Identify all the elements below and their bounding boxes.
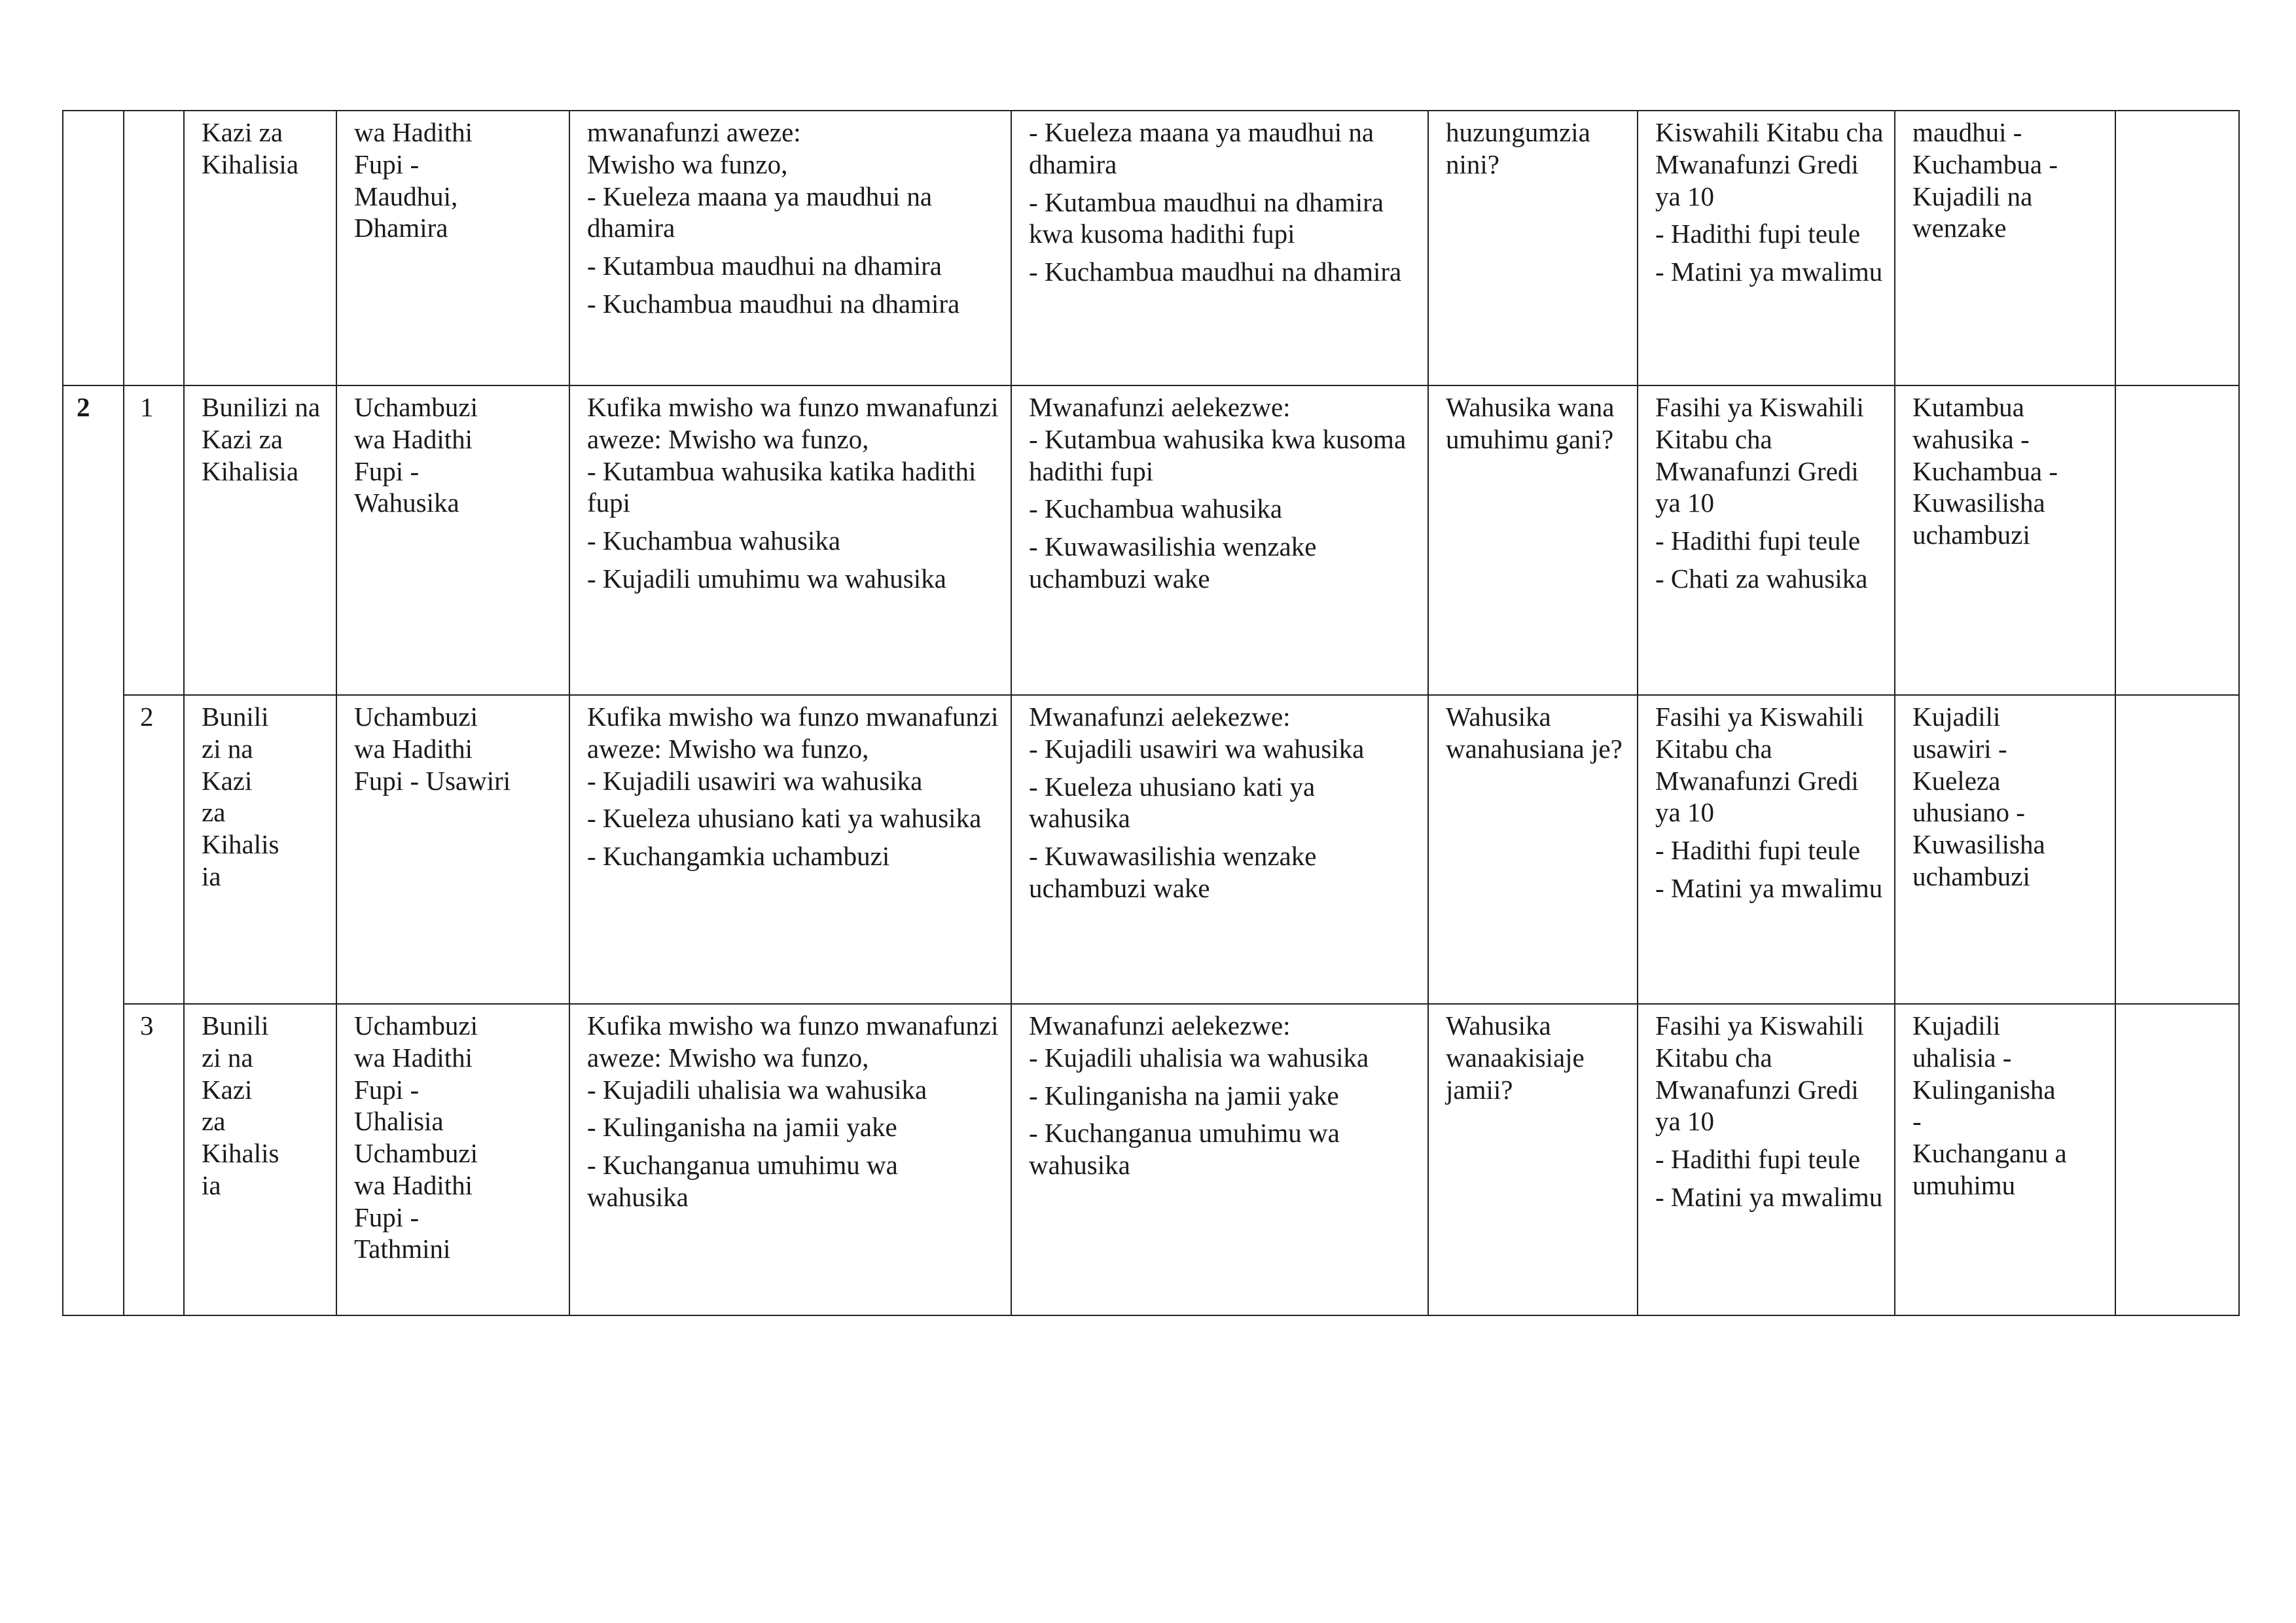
assessment-cell-line: Kulinganisha	[1912, 1074, 2056, 1105]
substrand-cell-line: wa Hadithi	[354, 1042, 473, 1073]
assessment-cell	[1895, 695, 2115, 1004]
assessment-cell-line: -	[1912, 1106, 1922, 1137]
substrand-cell-line: Uchambuzi	[354, 392, 478, 422]
assessment-cell-line: maudhui -	[1912, 117, 2022, 147]
experiences-cell-item: - Kuchambua maudhui na dhamira	[1029, 257, 1402, 287]
assessment-cell-line: Kujadili	[1912, 702, 2001, 732]
assessment-cell-line: wenzake	[1912, 213, 2007, 243]
outcomes-cell-item: - Kujadili uhalisia wa wahusika	[587, 1074, 927, 1105]
strand-cell-line: Bunili	[202, 702, 269, 732]
experiences-cell-item: - Kueleza maana ya maudhui na dhamira	[1029, 117, 1374, 179]
outcomes-cell-intro: Kufika mwisho wa funzo mwanafunzi aweze: Mwisho wa funzo,	[587, 702, 999, 764]
experiences-cell-item: - Kujadili usawiri wa wahusika	[1029, 733, 1365, 764]
table-row	[63, 111, 2239, 385]
assessment-cell-line: Kujadili na	[1912, 181, 2033, 211]
inquiry-question-cell: huzungumzia nini?	[1428, 111, 1638, 385]
assessment-cell-line: Kuwasilisha	[1912, 829, 2045, 860]
substrand-cell-line: Uhalisia	[354, 1106, 444, 1137]
assessment-cell-line: Kuchanganu a	[1912, 1138, 2067, 1169]
strand-cell-line: Kihalisia	[202, 149, 299, 179]
table-row	[63, 695, 2239, 1004]
experiences-cell	[1011, 695, 1428, 1004]
resources-cell-item: - Chati za wahusika	[1655, 563, 1868, 594]
substrand-cell-line: Fupi -	[354, 149, 420, 179]
substrand-cell-line: Fupi -	[354, 1202, 420, 1232]
strand-cell-line: Kazi za	[202, 423, 283, 454]
substrand-cell-line: wa Hadithi	[354, 733, 473, 764]
strand-cell-line: zi na	[202, 733, 253, 764]
outcomes-cell-intro: Kufika mwisho wa funzo mwanafunzi aweze: Mwisho wa funzo,	[587, 392, 999, 454]
substrand-cell-line: Maudhui,	[354, 181, 458, 211]
strand-cell-line: Kazi	[202, 1074, 253, 1105]
resources-cell-item: - Matini ya mwalimu	[1655, 1181, 1883, 1212]
outcomes-cell-intro: mwanafunzi aweze:	[587, 117, 801, 147]
resources-cell-item: - Hadithi fupi teule	[1655, 526, 1861, 556]
substrand-cell	[336, 695, 569, 1004]
experiences-cell-item: - Kuwawasilishia wenzake uchambuzi wake	[1029, 841, 1317, 903]
outcomes-cell	[569, 695, 1011, 1004]
outcomes-cell	[569, 1004, 1011, 1315]
resources-cell	[1638, 111, 1895, 385]
assessment-cell-line: wahusika -	[1912, 423, 2030, 454]
remarks-cell	[2115, 1004, 2239, 1315]
substrand-cell-line: wa Hadithi	[354, 117, 473, 147]
resources-cell-item: - Hadithi fupi teule	[1655, 1144, 1861, 1175]
strand-cell	[184, 385, 336, 695]
outcomes-cell-item: - Kutambua wahusika katika hadithi fupi	[587, 455, 977, 518]
resources-cell-item: Fasihi ya Kiswahili Kitabu cha Mwanafunzi Gredi ya 10	[1655, 702, 1864, 828]
assessment-cell-line: Kuchambua -	[1912, 149, 2058, 179]
strand-cell-line: za	[202, 1106, 226, 1137]
lesson-cell: 1	[124, 385, 184, 695]
strand-cell-line: Kazi	[202, 765, 253, 796]
substrand-cell-line: Wahusika	[354, 488, 459, 518]
lesson-cell	[124, 111, 184, 385]
resources-cell-item: - Matini ya mwalimu	[1655, 872, 1883, 903]
substrand-cell	[336, 111, 569, 385]
assessment-cell-line: Kuwasilisha	[1912, 488, 2045, 518]
assessment-cell-line: uhusiano -	[1912, 797, 2025, 828]
resources-cell	[1638, 385, 1895, 695]
week-cell: 2	[63, 385, 124, 1315]
outcomes-cell	[569, 111, 1011, 385]
substrand-cell-line: Dhamira	[354, 213, 448, 243]
resources-cell-item: - Hadithi fupi teule	[1655, 219, 1861, 249]
substrand-cell-line: wa Hadithi	[354, 1169, 473, 1200]
substrand-cell-line: Fupi - Usawiri	[354, 765, 511, 796]
strand-cell-line: za	[202, 797, 226, 828]
outcomes-cell-item: - Kulinganisha na jamii yake	[587, 1112, 897, 1143]
experiences-cell	[1011, 385, 1428, 695]
outcomes-cell-item: - Kutambua maudhui na dhamira	[587, 251, 942, 281]
strand-cell	[184, 1004, 336, 1315]
outcomes-cell-item: - Kueleza uhusiano kati ya wahusika	[587, 803, 982, 834]
scheme-table-body	[63, 111, 2239, 1315]
assessment-cell-line: uhalisia -	[1912, 1042, 2012, 1073]
outcomes-cell-item: - Kujadili usawiri wa wahusika	[587, 765, 923, 796]
assessment-cell-line: uchambuzi	[1912, 861, 2030, 891]
lesson-cell: 3	[124, 1004, 184, 1315]
assessment-cell-line: Kuchambua -	[1912, 455, 2058, 486]
assessment-cell	[1895, 111, 2115, 385]
substrand-cell	[336, 1004, 569, 1315]
remarks-cell	[2115, 111, 2239, 385]
strand-cell-line: Kihalisia	[202, 455, 299, 486]
remarks-cell	[2115, 385, 2239, 695]
resources-cell-item: - Hadithi fupi teule	[1655, 835, 1861, 866]
experiences-cell-item: - Kuwawasilishia wenzake uchambuzi wake	[1029, 531, 1317, 594]
scheme-of-work-table	[62, 110, 2240, 1316]
strand-cell-line: Kihalis	[202, 1138, 279, 1169]
outcomes-cell-intro: Kufika mwisho wa funzo mwanafunzi aweze: Mwisho wa funzo,	[587, 1010, 999, 1073]
resources-cell-item: Fasihi ya Kiswahili Kitabu cha Mwanafunzi Gredi ya 10	[1655, 1010, 1864, 1137]
inquiry-question-cell: Wahusika wanahusiana je?	[1428, 695, 1638, 1004]
inquiry-question-cell: Wahusika wanaakisiaje jamii?	[1428, 1004, 1638, 1315]
substrand-cell-line: Fupi -	[354, 1074, 420, 1105]
inquiry-question-cell: Wahusika wana umuhimu gani?	[1428, 385, 1638, 695]
resources-cell-item: Kiswahili Kitabu cha Mwanafunzi Gredi ya 10	[1655, 117, 1884, 211]
experiences-cell-intro: Mwanafunzi aelekezwe:	[1029, 1010, 1291, 1041]
experiences-cell-item: - Kulinganisha na jamii yake	[1029, 1080, 1339, 1111]
lesson-cell: 2	[124, 695, 184, 1004]
assessment-cell-line: Kujadili	[1912, 1010, 2001, 1041]
resources-cell	[1638, 695, 1895, 1004]
strand-cell-line: Kihalis	[202, 829, 279, 860]
experiences-cell-item: - Kujadili uhalisia wa wahusika	[1029, 1042, 1369, 1073]
strand-cell-line: Bunili	[202, 1010, 269, 1041]
strand-cell-line: ia	[202, 1169, 221, 1200]
experiences-cell-item: - Kuchambua wahusika	[1029, 493, 1283, 524]
substrand-cell-line: Fupi -	[354, 455, 420, 486]
remarks-cell	[2115, 695, 2239, 1004]
outcomes-cell-item: - Kuchanganua umuhimu wa wahusika	[587, 1150, 898, 1212]
outcomes-cell-intro: Mwisho wa funzo,	[587, 149, 788, 179]
strand-cell	[184, 111, 336, 385]
outcomes-cell-item: - Kujadili umuhimu wa wahusika	[587, 563, 946, 594]
substrand-cell-line: Tathmini	[354, 1234, 451, 1264]
assessment-cell-line: Kutambua	[1912, 392, 2024, 422]
assessment-cell-line: usawiri -	[1912, 733, 2007, 764]
strand-cell-line: Kazi za	[202, 117, 283, 147]
outcomes-cell	[569, 385, 1011, 695]
assessment-cell	[1895, 1004, 2115, 1315]
experiences-cell-item: - Kueleza uhusiano kati ya wahusika	[1029, 771, 1316, 834]
assessment-cell-line: uchambuzi	[1912, 520, 2030, 550]
assessment-cell-line: Kueleza	[1912, 765, 2001, 796]
outcomes-cell-item: - Kuchambua wahusika	[587, 526, 841, 556]
experiences-cell	[1011, 1004, 1428, 1315]
week-cell	[63, 111, 124, 385]
resources-cell	[1638, 1004, 1895, 1315]
experiences-cell-item: - Kutambua maudhui na dhamira kwa kusoma hadithi fupi	[1029, 187, 1384, 249]
substrand-cell-line: Uchambuzi	[354, 1138, 478, 1169]
substrand-cell-line: wa Hadithi	[354, 423, 473, 454]
experiences-cell-intro: Mwanafunzi aelekezwe:	[1029, 702, 1291, 732]
outcomes-cell-item: - Kuchambua maudhui na dhamira	[587, 288, 960, 319]
substrand-cell-line: Uchambuzi	[354, 1010, 478, 1041]
experiences-cell-item: - Kutambua wahusika kwa kusoma hadithi fupi	[1029, 423, 1407, 486]
outcomes-cell-item: - Kueleza maana ya maudhui na dhamira	[587, 181, 933, 243]
assessment-cell	[1895, 385, 2115, 695]
strand-cell-line: ia	[202, 861, 221, 891]
experiences-cell-intro: Mwanafunzi aelekezwe:	[1029, 392, 1291, 422]
table-row	[63, 1004, 2239, 1315]
strand-cell-line: Bunilizi na	[202, 392, 321, 422]
table-row	[63, 385, 2239, 695]
experiences-cell	[1011, 111, 1428, 385]
strand-cell	[184, 695, 336, 1004]
strand-cell-line: zi na	[202, 1042, 253, 1073]
resources-cell-item: - Matini ya mwalimu	[1655, 257, 1883, 287]
substrand-cell-line: Uchambuzi	[354, 702, 478, 732]
outcomes-cell-item: - Kuchangamkia uchambuzi	[587, 841, 890, 872]
assessment-cell-line: umuhimu	[1912, 1169, 2016, 1200]
substrand-cell	[336, 385, 569, 695]
experiences-cell-item: - Kuchanganua umuhimu wa wahusika	[1029, 1118, 1340, 1181]
resources-cell-item: Fasihi ya Kiswahili Kitabu cha Mwanafunzi Gredi ya 10	[1655, 392, 1864, 518]
